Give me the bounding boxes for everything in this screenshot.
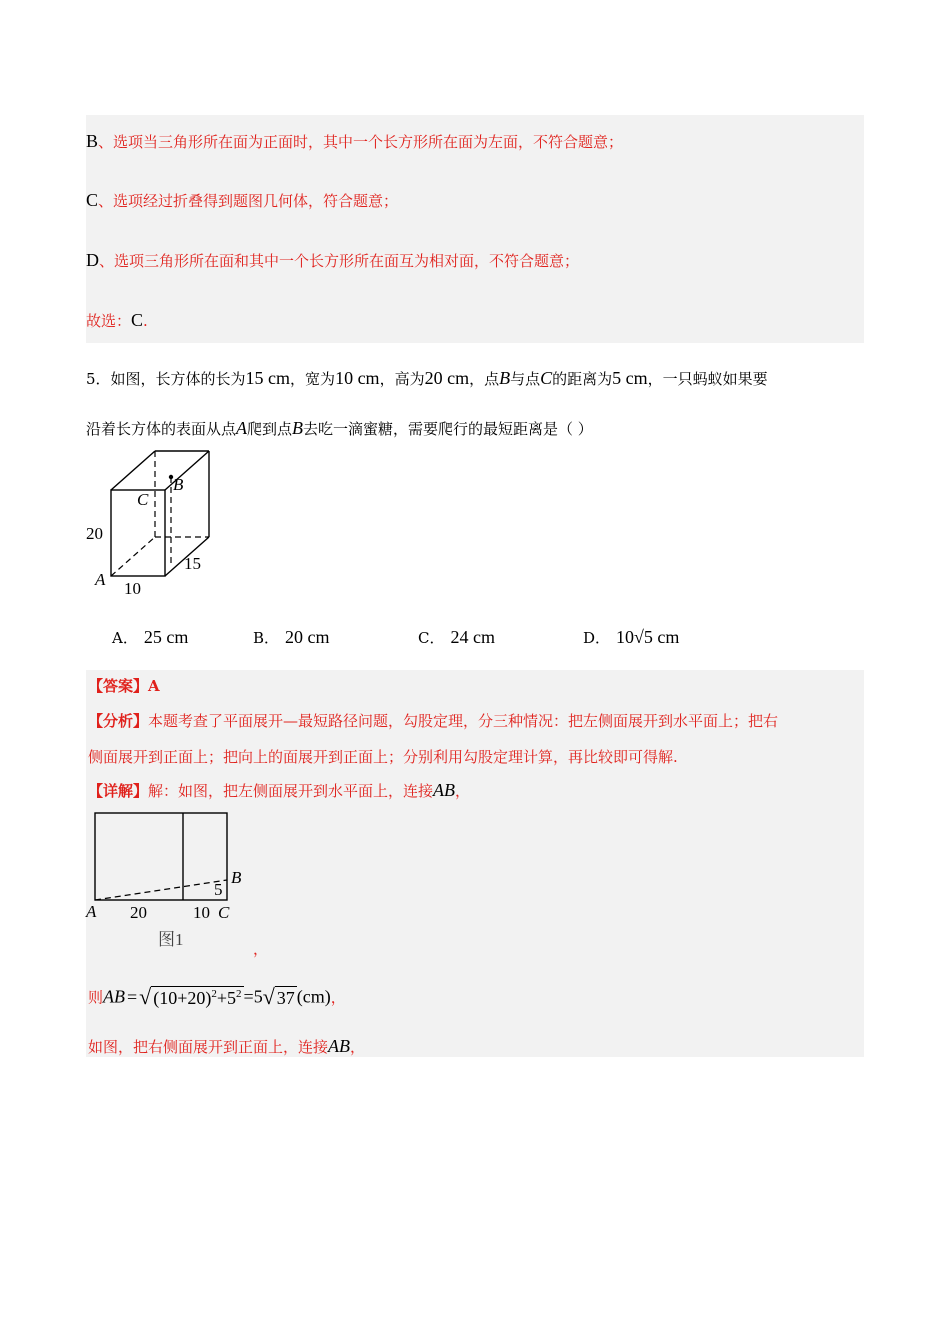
q-text: 爬到点 <box>247 420 293 438</box>
explanation-text: 、选项当三角形所在面为正面时，其中一个长方形所在面为左面，不符合题意； <box>98 133 624 151</box>
label-5: 5 <box>214 880 223 899</box>
option-letter: B <box>86 131 99 151</box>
conclusion-text: 故选： <box>86 312 132 330</box>
figure-comma <box>253 938 268 959</box>
formula-ab: AB <box>103 986 126 1007</box>
label-c: C <box>137 490 149 509</box>
option-a[interactable] <box>112 627 188 648</box>
analysis-line-2 <box>88 746 678 767</box>
q-text: ，高为 <box>379 370 425 388</box>
conclusion-period: . <box>143 312 148 330</box>
answer-value: A <box>148 677 160 695</box>
explanation-text: 、选项经过折叠得到题图几何体，符合题意； <box>98 192 399 210</box>
explanation-text: 、选项三角形所在面和其中一个长方形所在面互为相对面，不符合题意； <box>99 252 580 270</box>
option-letter: A． <box>112 629 138 647</box>
radicand-plus: +5 <box>216 988 237 1008</box>
label-c: C <box>218 903 230 922</box>
cuboid-figure <box>82 446 232 602</box>
conclusion <box>86 310 148 331</box>
analysis-line-1 <box>88 710 778 731</box>
option-value: 20 cm <box>285 627 330 647</box>
option-value: 24 cm <box>450 627 495 647</box>
q-width: 10 cm <box>335 368 380 388</box>
option-b-explanation <box>86 131 623 152</box>
option-letter: C <box>86 190 99 210</box>
q-text: 沿着长方体的表面从点 <box>86 420 237 438</box>
q-text: 与点 <box>510 370 541 388</box>
q-point-c: C <box>540 368 553 388</box>
option-value: 25 cm <box>143 627 189 647</box>
conclusion-answer: C <box>131 310 144 330</box>
detail-tag: 【详解】 <box>88 782 149 800</box>
formula-end: ， <box>330 988 346 1007</box>
analysis-text: 侧面展开到正面上；把向上的面展开到正面上；分别利用勾股定理计算，再比较即可得解. <box>88 748 678 766</box>
q-distance: 5 cm <box>612 368 648 388</box>
label-a: A <box>95 570 106 589</box>
analysis-tag: 【分析】 <box>88 712 149 730</box>
label-b: B <box>173 475 184 494</box>
unfold-rect <box>95 813 227 900</box>
label-b: B <box>231 868 242 887</box>
sqrt-2: √ 37 <box>262 984 295 1009</box>
q-text: ，宽为 <box>290 370 336 388</box>
detail-ab: AB <box>433 780 456 800</box>
sqrt-1: √ $(10+20)^2+5^2$ <box>139 984 242 1009</box>
formula-line <box>88 984 346 1016</box>
radicand: 37 <box>276 988 295 1008</box>
answer-line <box>88 675 160 696</box>
q-text: 5．如图，长方体的长为 <box>86 370 246 388</box>
last-line <box>88 1036 365 1057</box>
option-letter: C． <box>418 629 445 647</box>
option-letter: D <box>86 250 99 270</box>
last-comma: ， <box>350 1038 366 1056</box>
option-c[interactable] <box>418 627 495 648</box>
edge <box>165 451 209 490</box>
q-text: 去吃一滴蜜糖，需要爬行的最短距离是（ ） <box>303 420 593 438</box>
hidden-edge <box>111 537 155 576</box>
option-letter: D． <box>583 629 611 647</box>
unfold-figure <box>84 810 254 950</box>
label-20: 20 <box>130 903 147 922</box>
figure-caption: 图1 <box>158 930 184 949</box>
option-b[interactable] <box>253 627 330 648</box>
q-text: ，一只蚂蚁如果要 <box>647 370 768 388</box>
detail-comma: ， <box>455 782 471 800</box>
q-height: 20 cm <box>424 368 470 388</box>
last-text: 如图，把右侧面展开到正面上，连接 <box>88 1038 329 1056</box>
question-line-2 <box>86 418 593 439</box>
radicand: (10+20) <box>153 988 212 1008</box>
option-value: 10√5 cm <box>616 627 680 647</box>
path-ab <box>95 880 227 900</box>
question-line-1 <box>86 368 768 389</box>
label-length: 15 <box>184 554 201 573</box>
option-letter: B． <box>253 629 280 647</box>
label-height: 20 <box>86 524 103 543</box>
analysis-text: 本题考查了平面展开—最短路径问题，勾股定理，分三种情况：把左侧面展开到水平面上；把右 <box>148 712 779 730</box>
edge <box>111 451 155 490</box>
detail-text: 解：如图，把左侧面展开到水平面上，连接 <box>148 782 434 800</box>
last-ab: AB <box>328 1036 351 1056</box>
q-text: ，点 <box>469 370 500 388</box>
q-point-a: A <box>236 418 248 438</box>
formula-unit: (cm) <box>296 986 331 1007</box>
exponent: 2 <box>211 988 217 1000</box>
option-d[interactable] <box>583 627 679 648</box>
q-point-b: B <box>292 418 304 438</box>
answer-tag: 【答案】 <box>88 677 149 695</box>
option-d-explanation <box>86 250 579 271</box>
detail-line <box>88 780 470 801</box>
label-width: 10 <box>124 579 141 598</box>
formula-eq2: =5 <box>243 986 263 1007</box>
label-10: 10 <box>193 903 210 922</box>
formula-prefix: 则 <box>88 988 104 1007</box>
q-text: 的距离为 <box>552 370 613 388</box>
option-c-explanation <box>86 190 398 211</box>
q-length: 15 cm <box>245 368 291 388</box>
formula-eq: = <box>127 986 138 1007</box>
label-a: A <box>86 902 97 921</box>
q-point-b: B <box>499 368 511 388</box>
exponent: 2 <box>236 988 242 1000</box>
comma: ， <box>253 940 269 958</box>
